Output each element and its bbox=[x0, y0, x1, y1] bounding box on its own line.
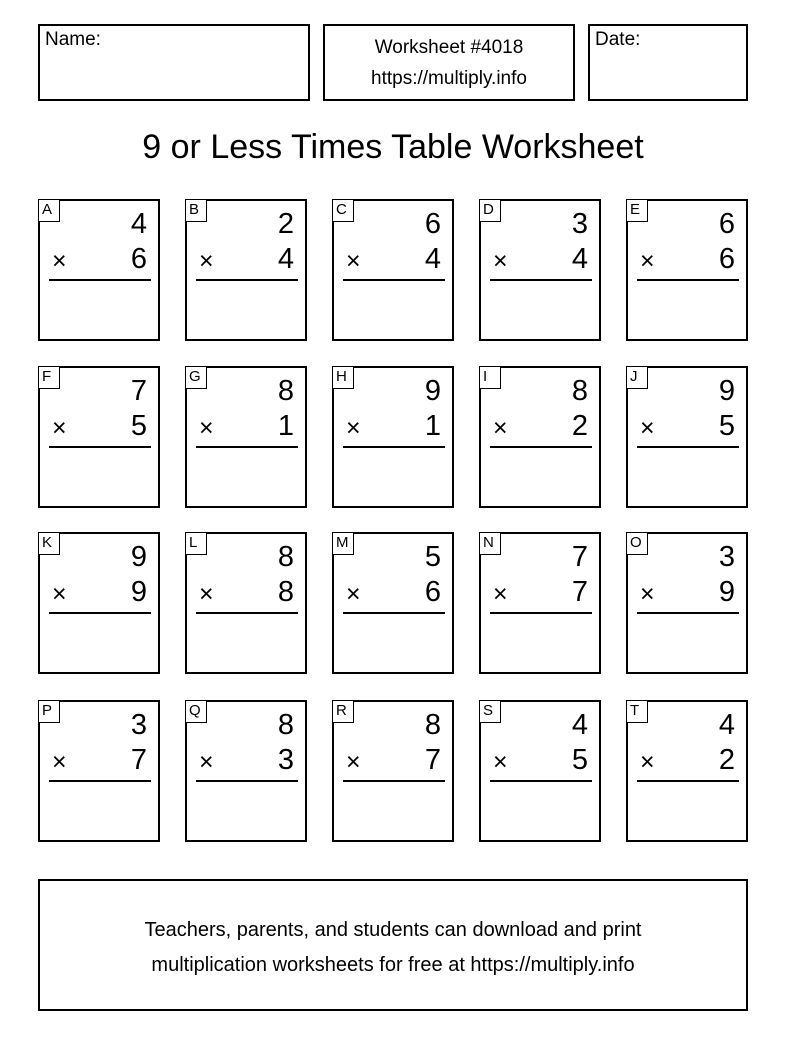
answer-line bbox=[490, 446, 592, 448]
multiplicand: 7 bbox=[571, 541, 588, 573]
problem-label: Q bbox=[185, 700, 207, 723]
multiply-sign: × bbox=[52, 247, 67, 275]
problem-label: L bbox=[185, 532, 207, 555]
problem-card bbox=[332, 700, 454, 842]
worksheet-number: Worksheet #4018 bbox=[374, 37, 524, 58]
multiplier: 7 bbox=[571, 576, 588, 608]
answer-line bbox=[343, 780, 445, 782]
problem-card bbox=[185, 199, 307, 341]
multiplicand: 4 bbox=[718, 709, 735, 741]
problem-card bbox=[185, 700, 307, 842]
multiplicand: 7 bbox=[130, 375, 147, 407]
answer-line bbox=[49, 780, 151, 782]
name-label: Name: bbox=[45, 29, 101, 50]
problem-card bbox=[479, 366, 601, 508]
page-title: 9 or Less Times Table Worksheet bbox=[142, 128, 644, 166]
multiply-sign: × bbox=[493, 414, 508, 442]
problem-label: H bbox=[332, 366, 354, 389]
problem-label: J bbox=[626, 366, 648, 389]
problem-card bbox=[38, 700, 160, 842]
answer-line bbox=[490, 780, 592, 782]
multiplier: 9 bbox=[718, 576, 735, 608]
multiply-sign: × bbox=[640, 580, 655, 608]
multiplier: 5 bbox=[130, 410, 147, 442]
multiplier: 2 bbox=[571, 410, 588, 442]
multiplicand: 8 bbox=[277, 709, 294, 741]
multiplicand: 9 bbox=[718, 375, 735, 407]
multiplicand: 3 bbox=[718, 541, 735, 573]
footer-text bbox=[40, 913, 746, 983]
multiplier: 6 bbox=[718, 243, 735, 275]
answer-line bbox=[490, 612, 592, 614]
answer-line bbox=[637, 612, 739, 614]
problem-label: G bbox=[185, 366, 207, 389]
multiplicand: 2 bbox=[277, 208, 294, 240]
multiplier: 4 bbox=[277, 243, 294, 275]
multiply-sign: × bbox=[346, 414, 361, 442]
problem-card bbox=[626, 532, 748, 674]
multiply-sign: × bbox=[199, 748, 214, 776]
multiplicand: 9 bbox=[130, 541, 147, 573]
problem-label: T bbox=[626, 700, 648, 723]
multiplicand: 5 bbox=[424, 541, 441, 573]
multiplicand: 8 bbox=[424, 709, 441, 741]
problem-card bbox=[185, 366, 307, 508]
problem-label: P bbox=[38, 700, 60, 723]
multiplicand: 4 bbox=[571, 709, 588, 741]
problem-card bbox=[479, 199, 601, 341]
multiplier: 1 bbox=[424, 410, 441, 442]
problem-label: I bbox=[479, 366, 501, 389]
multiplier: 5 bbox=[571, 744, 588, 776]
problem-card bbox=[38, 199, 160, 341]
multiply-sign: × bbox=[640, 247, 655, 275]
problem-card bbox=[332, 532, 454, 674]
problem-label: M bbox=[332, 532, 354, 555]
problem-card bbox=[626, 366, 748, 508]
problem-card bbox=[332, 199, 454, 341]
worksheet-url: https://multiply.info bbox=[371, 68, 527, 89]
multiplicand: 4 bbox=[130, 208, 147, 240]
answer-line bbox=[49, 446, 151, 448]
multiply-sign: × bbox=[199, 580, 214, 608]
multiplicand: 3 bbox=[571, 208, 588, 240]
problem-label: E bbox=[626, 199, 648, 222]
multiplier: 7 bbox=[130, 744, 147, 776]
footer-box bbox=[38, 879, 748, 1011]
multiplicand: 8 bbox=[571, 375, 588, 407]
multiplicand: 6 bbox=[718, 208, 735, 240]
multiply-sign: × bbox=[52, 580, 67, 608]
answer-line bbox=[49, 279, 151, 281]
multiply-sign: × bbox=[346, 247, 361, 275]
answer-line bbox=[637, 279, 739, 281]
multiplier: 6 bbox=[424, 576, 441, 608]
multiplicand: 9 bbox=[424, 375, 441, 407]
problem-card bbox=[38, 366, 160, 508]
multiplier: 4 bbox=[571, 243, 588, 275]
multiply-sign: × bbox=[493, 580, 508, 608]
multiplier: 9 bbox=[130, 576, 147, 608]
multiply-sign: × bbox=[346, 748, 361, 776]
problem-label: K bbox=[38, 532, 60, 555]
multiplier: 7 bbox=[424, 744, 441, 776]
answer-line bbox=[196, 612, 298, 614]
answer-line bbox=[490, 279, 592, 281]
problem-card bbox=[626, 700, 748, 842]
problem-card bbox=[185, 532, 307, 674]
multiplier: 6 bbox=[130, 243, 147, 275]
multiplier: 1 bbox=[277, 410, 294, 442]
footer-line-1: Teachers, parents, and students can download and print bbox=[144, 919, 642, 941]
answer-line bbox=[49, 612, 151, 614]
multiplicand: 8 bbox=[277, 375, 294, 407]
answer-line bbox=[196, 279, 298, 281]
problem-label: C bbox=[332, 199, 354, 222]
problem-card bbox=[38, 532, 160, 674]
multiplier: 4 bbox=[424, 243, 441, 275]
multiplier: 5 bbox=[718, 410, 735, 442]
answer-line bbox=[196, 446, 298, 448]
problem-label: B bbox=[185, 199, 207, 222]
problem-card bbox=[626, 199, 748, 341]
multiply-sign: × bbox=[52, 414, 67, 442]
answer-line bbox=[637, 446, 739, 448]
multiplicand: 8 bbox=[277, 541, 294, 573]
answer-line bbox=[343, 279, 445, 281]
date-label: Date: bbox=[595, 29, 641, 50]
multiplier: 8 bbox=[277, 576, 294, 608]
problem-card bbox=[332, 366, 454, 508]
footer-line-2: multiplication worksheets for free at https://multiply.info bbox=[151, 954, 635, 976]
answer-line bbox=[637, 780, 739, 782]
answer-line bbox=[196, 780, 298, 782]
multiplier: 2 bbox=[718, 744, 735, 776]
multiply-sign: × bbox=[199, 414, 214, 442]
multiply-sign: × bbox=[493, 247, 508, 275]
multiplicand: 3 bbox=[130, 709, 147, 741]
multiplier: 3 bbox=[277, 744, 294, 776]
answer-line bbox=[343, 612, 445, 614]
problem-label: O bbox=[626, 532, 648, 555]
multiplicand: 6 bbox=[424, 208, 441, 240]
problem-card bbox=[479, 532, 601, 674]
problem-card bbox=[479, 700, 601, 842]
answer-line bbox=[343, 446, 445, 448]
multiply-sign: × bbox=[640, 748, 655, 776]
multiply-sign: × bbox=[199, 247, 214, 275]
multiply-sign: × bbox=[493, 748, 508, 776]
multiply-sign: × bbox=[52, 748, 67, 776]
problem-label: F bbox=[38, 366, 60, 389]
problem-label: N bbox=[479, 532, 501, 555]
multiply-sign: × bbox=[346, 580, 361, 608]
problem-label: D bbox=[479, 199, 501, 222]
problem-label: A bbox=[38, 199, 60, 222]
multiply-sign: × bbox=[640, 414, 655, 442]
problem-label: R bbox=[332, 700, 354, 723]
problem-label: S bbox=[479, 700, 501, 723]
